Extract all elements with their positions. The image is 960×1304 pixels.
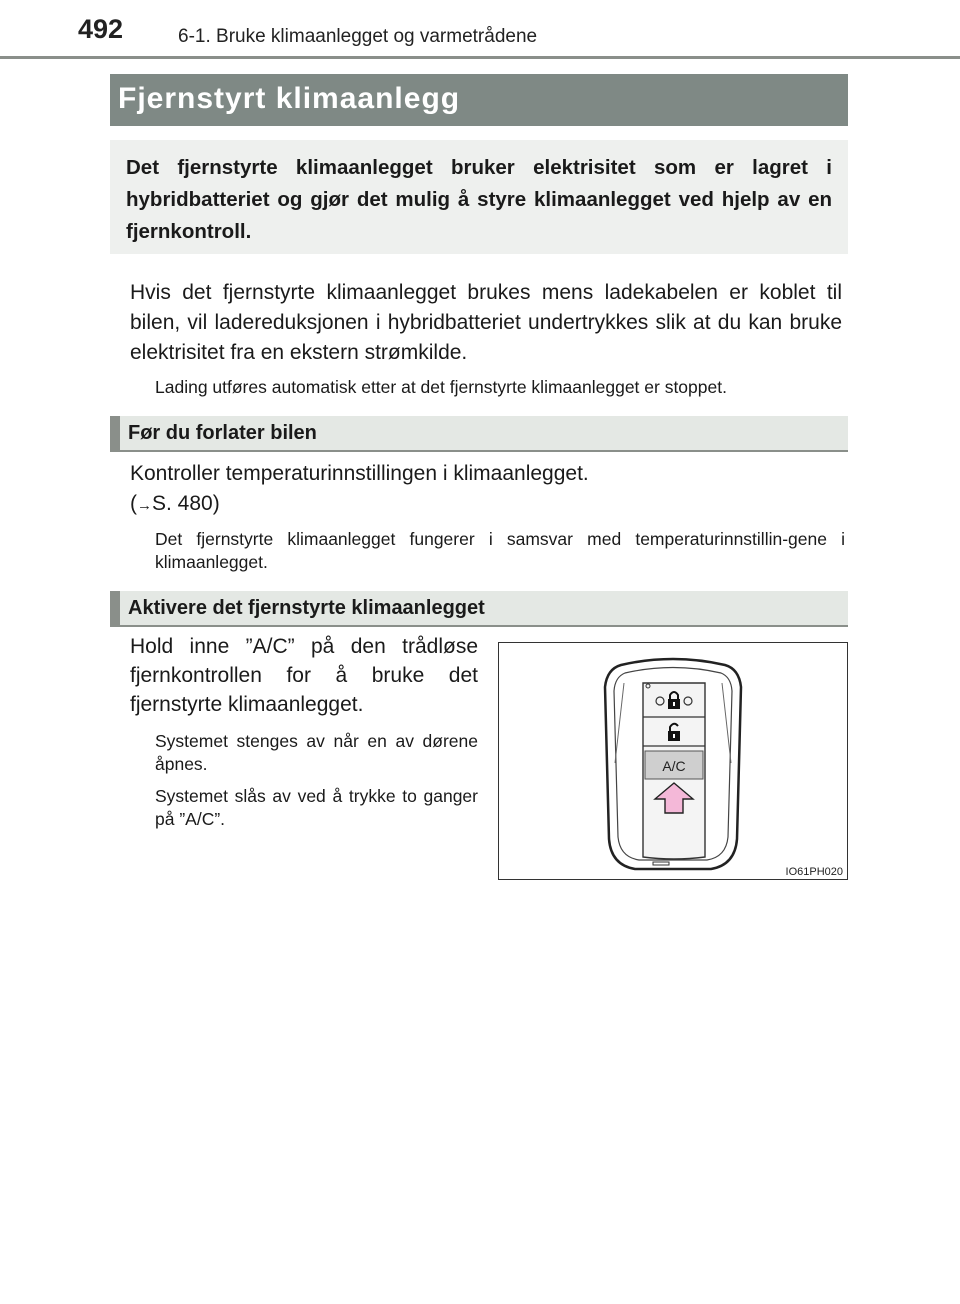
header-rule: [0, 56, 960, 59]
section-heading-before-leaving: [110, 416, 848, 452]
section-heading-activate: [110, 591, 848, 627]
note: Det fjernstyrte klimaanlegget fungerer i samsvar med temperaturinnstillin-gene i klimaanlegget.: [155, 529, 845, 572]
ac-button-label: A/C: [662, 758, 686, 774]
page-title: Fjernstyrt klimaanlegg: [118, 82, 461, 115]
page-reference[interactable]: [130, 489, 430, 521]
paragraph: Hvis det fjernstyrte klimaanlegget brukes mens ladekabelen er koblet til bilen, vil ladereduksjonen i hybridbatteriet undertrykkes slik at du kan bruke elektrisitet fra en ekstern strømkilde.: [130, 281, 842, 364]
figure-code: IO61PH020: [785, 866, 843, 878]
figure-remote-key: [498, 642, 848, 880]
note: Lading utføres automatisk etter at det fjernstyrte klimaanlegget er stoppet.: [155, 377, 727, 397]
remote-key-illustration: [499, 643, 847, 879]
paragraph: Hold inne ”A/C” på den trådløse fjernkontrollen for å bruke det fjernstyrte klimaanlegget.: [130, 635, 478, 716]
intro-text: Det fjernstyrte klimaanlegget bruker elektrisitet som er lagret i hybridbatteriet og gjør det mulig å styre klimaanlegget ved hjelp av en fjernkontroll.: [126, 156, 832, 243]
page-number: 492: [78, 14, 124, 44]
section-heading-text: Før du forlater bilen: [128, 422, 317, 444]
paragraph: Kontroller temperaturinnstillingen i klimaanlegget.: [130, 462, 589, 485]
note: Systemet slås av ved å trykke to ganger på ”A/C”.: [155, 786, 478, 829]
ref-open: (: [130, 492, 137, 515]
section-heading-text: Aktivere det fjernstyrte klimaanlegget: [128, 597, 485, 619]
intro-box: [110, 140, 848, 254]
ref-text: S. 480): [152, 492, 220, 515]
arrow-icon: →: [137, 497, 152, 514]
note: Systemet stenges av når en av dørene åpnes.: [155, 731, 478, 774]
section-header: 6-1. Bruke klimaanlegget og varmetrådene: [178, 26, 538, 47]
title-bar: [110, 74, 848, 126]
